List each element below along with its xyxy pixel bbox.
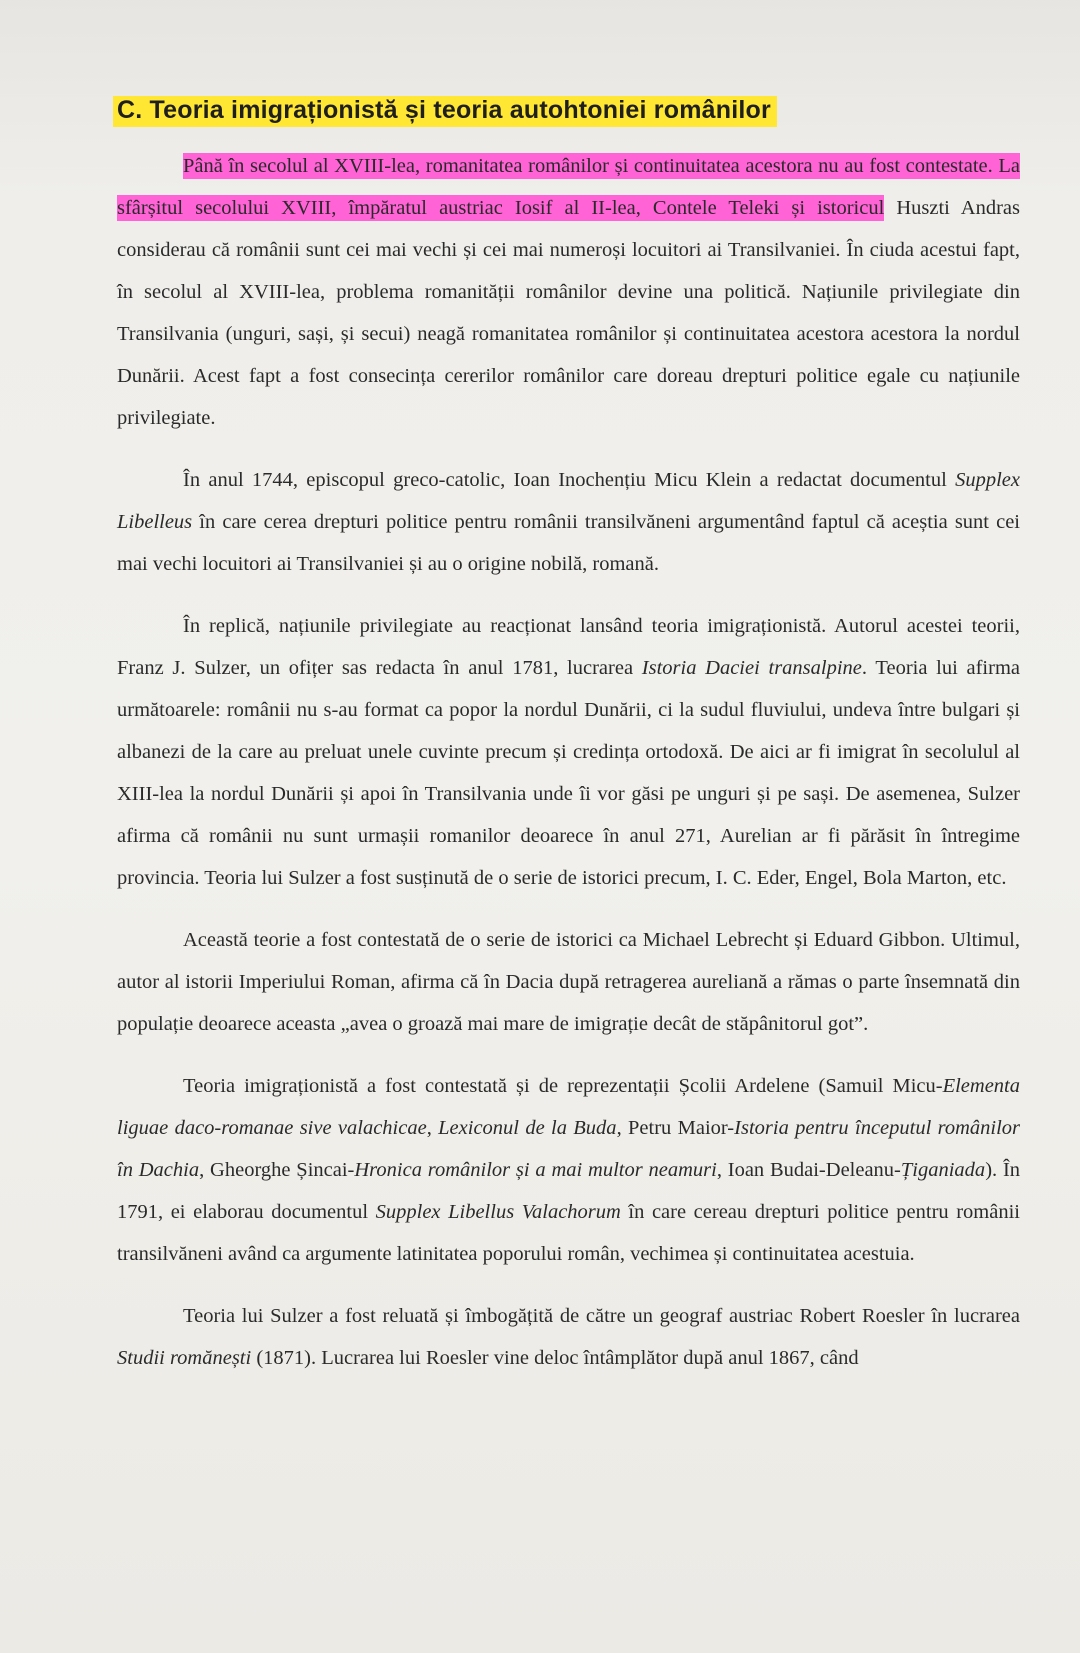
work-title-istoria-daciei: Istoria Daciei transalpine [641, 657, 862, 679]
paragraph-text: în care cerea drepturi politice pentru românii transilvăneni argumentând faptul că aceștia sunt cei mai vechi locuitori ai Transilvaniei și au o origine nobilă, romană. [117, 511, 1020, 575]
paragraph-4 [117, 919, 1020, 1045]
document-body [117, 145, 1020, 1379]
paragraph-text: , Petru Maior- [616, 1117, 735, 1139]
paragraph-text: Huszti Andras considerau că românii sunt cei mai vechi și cei mai numeroși locuitori ai Transilvaniei. În ciuda acestui fapt, în secolul al XVIII-lea, problema romanității românilor devine una politică. Națiunile privilegiate din Transilvania (unguri, sași, și secui) neagă romanitatea românilor și continuitatea acestora acestora la nordul Dunării. Acest fapt a fost consecința cererilor românilor care doreau drepturi politice egale cu națiunile privilegiate. [117, 197, 1020, 429]
paragraph-text: Teoria lui Sulzer a fost reluată și îmbogățită de către un geograf austriac Robert Roesler în lucrarea [183, 1305, 1020, 1327]
document-title-supplex-libelleus: Supplex Libelleus [117, 469, 1020, 533]
paragraph-1 [117, 145, 1020, 439]
highlighted-text: Până în secolul al XVIII-lea, romanitatea românilor și continuitatea acestora nu au fost contestate. La sfârșitul secolului XVIII, împăratul austriac Iosif al II-lea, Contele Teleki și istoricul [117, 155, 1020, 219]
paragraph-text: , Ioan Budai-Deleanu- [716, 1159, 901, 1181]
work-title-elementa: Elementa liguae daco-romanae sive valachicae [117, 1075, 1020, 1139]
work-title-studii-romanesti: Studii romănești [117, 1347, 252, 1369]
paragraph-2 [117, 459, 1020, 585]
section-heading: C. Teoria imigraționistă și teoria autohtoniei românilor [113, 96, 777, 127]
paragraph-text: în care cereau drepturi politice pentru românii transilvăneni având ca argumente latinitatea poporului român, vechimea și continuitatea acestuia. [117, 1201, 1020, 1265]
paragraph-5 [117, 1065, 1020, 1275]
paragraph-text: , Gheorghe Șincai- [199, 1159, 355, 1181]
work-title-tiganiada: Țiganiada [900, 1159, 986, 1181]
document-title-supplex-valachorum: Supplex Libellus Valachorum [375, 1201, 621, 1223]
paragraph-text: În anul 1744, episcopul greco-catolic, Ioan Inochențiu Micu Klein a redactat documentul [183, 469, 956, 491]
paragraph-text: În replică, națiunile privilegiate au reacționat lansând teoria imigraționistă. Autorul acestei teorii, Franz J. Sulzer, un ofițer sas redacta în anul 1781, lucrarea [117, 615, 1020, 679]
work-title-istoria-pentru: Istoria pentru începutul românilor în Dachia [117, 1117, 1021, 1181]
work-title-lexiconul: Lexiconul de la Buda [438, 1117, 617, 1139]
paragraph-text: ). În 1791, ei elaborau documentul [117, 1159, 1021, 1223]
work-title-hronica: Hronica românilor și a mai multor neamuri [354, 1159, 717, 1181]
paragraph-text: Această teorie a fost contestată de o serie de istorici ca Michael Lebrecht și Eduard Gibbon. Ultimul, autor al istorii Imperiului Roman, afirma că în Dacia după retragerea aureliană a rămas o parte însemnată din populație deoarece aceasta „avea o groază mai mare de imigrație decât de stăpânitorul got”. [117, 929, 1020, 1035]
paragraph-text: . Teoria lui afirma următoarele: românii nu s-au format ca popor la nordul Dunării, ci la sudul fluviului, undeva între bulgari și albanezi de la care au preluat unele cuvinte precum și credința ortodoxă. De aici ar fi imigrat în secolulul al XIII-lea la nordul Dunării și apoi în Transilvania unde îi vor găsi pe unguri și pe sași. De asemenea, Sulzer afirma că românii nu sunt urmașii romanilor deoarece în anul 271, Aurelian ar fi părăsit în întregime provincia. Teoria lui Sulzer a fost susținută de o serie de istorici precum, I. C. Eder, Engel, Bola Marton, etc. [117, 657, 1020, 889]
paragraph-text: (1871). Lucrarea lui Roesler vine deloc întâmplător după anul 1867, când [251, 1347, 859, 1369]
paragraph-6 [117, 1295, 1020, 1379]
paragraph-text: Teoria imigraționistă a fost contestată și de reprezentații Școlii Ardelene (Samuil Micu- [183, 1075, 943, 1097]
paragraph-text: , [426, 1117, 439, 1139]
paragraph-3 [117, 605, 1020, 899]
